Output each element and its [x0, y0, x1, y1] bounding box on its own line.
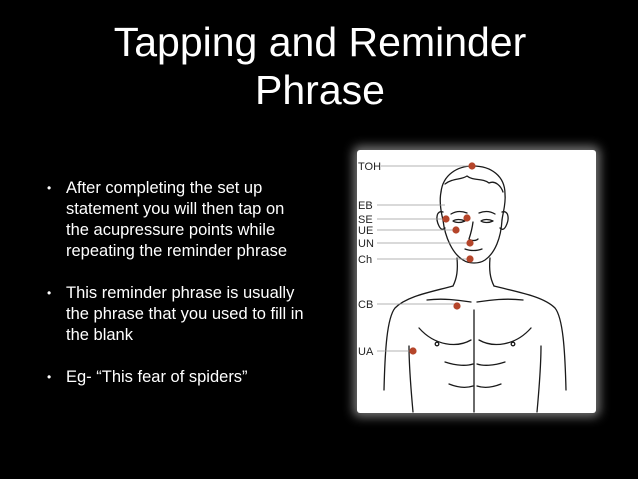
bullet-dot-icon: •: [47, 181, 52, 195]
bullet-item: [40, 283, 310, 346]
cb-point: [453, 302, 460, 309]
ua-label: UA: [358, 346, 374, 358]
se-point: [463, 214, 470, 221]
tapping-points-figure: [357, 150, 596, 413]
bullet-text: Eg- “This fear of spiders”: [66, 368, 248, 386]
un-point: [466, 239, 473, 246]
ue-label: UE: [358, 225, 374, 237]
se-label: SE: [358, 214, 373, 226]
cb-label: CB: [358, 299, 374, 311]
tapping-points: [409, 162, 475, 354]
slide-title: [60, 18, 580, 114]
slide-title-line-1: Tapping and Reminder: [113, 19, 527, 65]
point-labels: [358, 161, 381, 358]
eb-label: EB: [358, 200, 373, 212]
eb-point: [442, 215, 449, 222]
un-label: UN: [358, 238, 374, 250]
bullet-dot-icon: •: [47, 286, 52, 300]
ua-point: [409, 347, 416, 354]
body-outline: [384, 166, 566, 412]
body-illustration: [357, 150, 596, 413]
bullet-text: After completing the set up statement you will then tap on the acupressure points while repeating the reminder phrase: [66, 179, 288, 260]
bullet-item: [40, 367, 310, 388]
slide-title-line-2: Phrase: [255, 67, 385, 113]
ch-label: Ch: [358, 254, 373, 266]
toh-label: TOH: [358, 161, 382, 173]
toh-point: [468, 162, 475, 169]
ue-point: [452, 226, 459, 233]
bullet-text: This reminder phrase is usually the phrase that you used to fill in the blank: [66, 284, 304, 344]
bullet-item: [40, 178, 310, 262]
bullet-list: [40, 178, 310, 409]
bullet-dot-icon: •: [47, 370, 52, 384]
ch-point: [466, 255, 473, 262]
